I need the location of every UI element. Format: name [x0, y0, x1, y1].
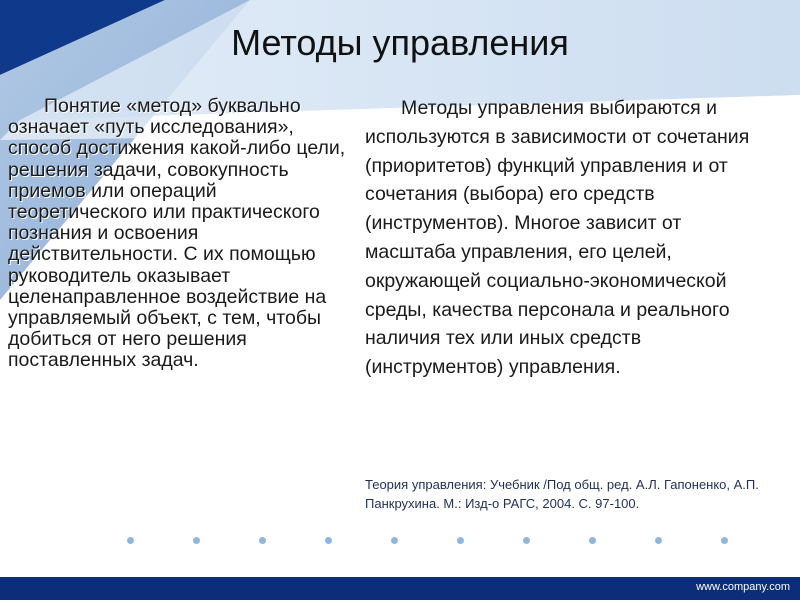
divider-dot	[721, 537, 728, 544]
divider-dot	[457, 537, 464, 544]
dot-divider	[0, 537, 800, 547]
divider-dot	[589, 537, 596, 544]
methods-body: Методы управления выбираются и используются в зависимости от сочетания (приоритетов) функций управления и от сочетания (выбора) его средств (инструментов). Многое зависит от масштаба управления, его целей, окружающей социально-экономической среды, качества персонала и реального наличия тех или иных средств (инструментов) управления.	[365, 97, 750, 379]
divider-dot	[655, 537, 662, 544]
divider-dot	[193, 537, 200, 544]
source-citation: Теория управления: Учебник /Под общ. ред. А.Л. Гапоненко, А.П. Панкрухина. М.: Изд-о РАГС, 2004. С. 97-100.	[365, 477, 759, 511]
definition-body: буквально означает «путь исследования», способ достижения какой-либо цели, решения задачи, совокупность приемов или операций теоретического или практического познания и освоения действительности. С их помощью руководитель оказывает целенаправленное воздействие на управляемый объект, с тем, чтобы добиться от него решения поставленных задач.	[8, 95, 346, 372]
footer-bar	[0, 577, 800, 600]
divider-dot	[325, 537, 332, 544]
divider-dot	[391, 537, 398, 544]
divider-dot	[523, 537, 530, 544]
divider-dot	[127, 537, 134, 544]
page-title: Методы управления	[231, 22, 569, 63]
footer-url[interactable]: www.company.com	[696, 581, 790, 593]
definition-lead: Понятие «метод»	[44, 95, 203, 117]
divider-dot	[259, 537, 266, 544]
right-methods-text	[365, 94, 775, 382]
left-definition-text	[8, 96, 358, 372]
